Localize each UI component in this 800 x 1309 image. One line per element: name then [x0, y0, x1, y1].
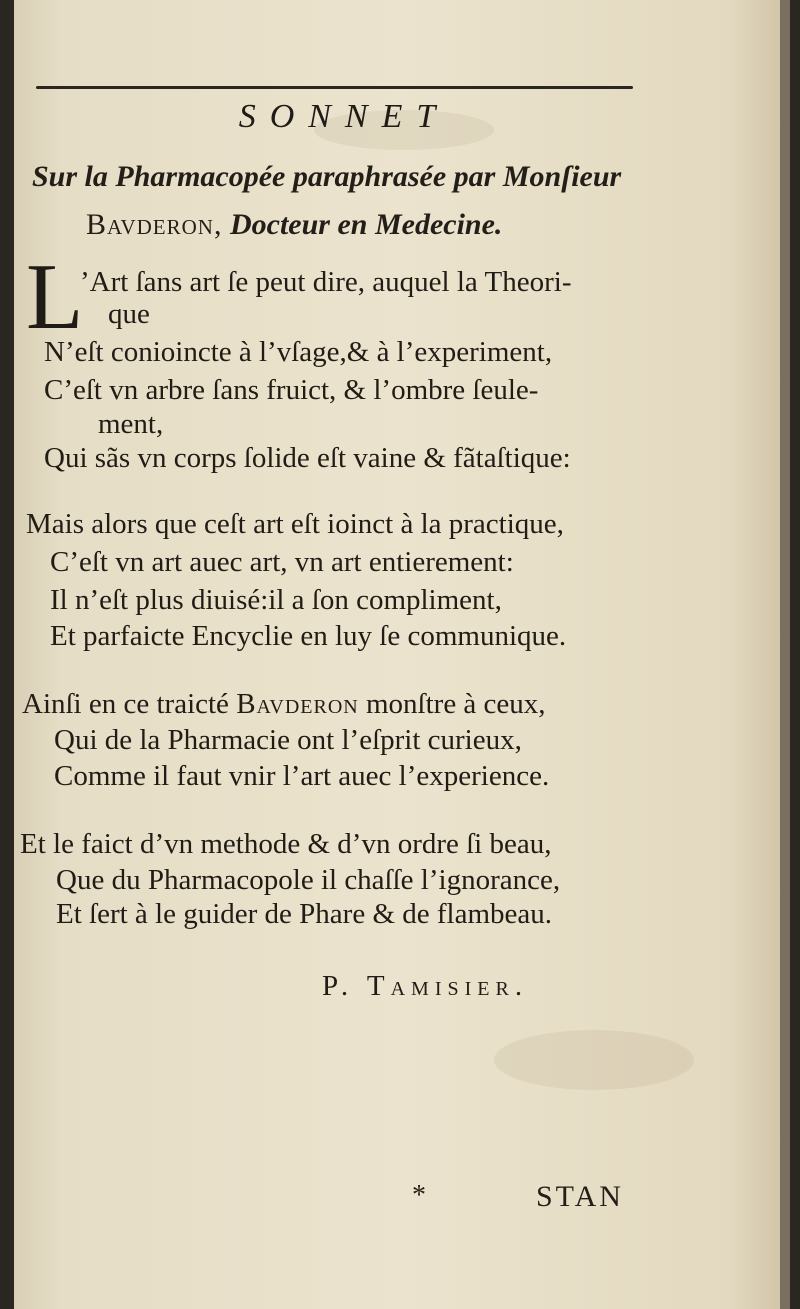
verse-line: ment,	[98, 408, 164, 440]
verse-line: ’Art ſans art ſe peut dire, auquel la Theori-	[80, 266, 572, 298]
verse-line	[22, 688, 546, 721]
verse-line: Qui de la Pharmacie ont l’eſprit curieux,	[54, 724, 522, 756]
sonnet-subtitle: Sur la Pharmacopée paraphrasée par Monſieur	[32, 160, 622, 193]
verse-line: Qui sãs vn corps ſolide eſt vaine & fãtaſtique:	[44, 442, 571, 474]
verse-line: Et ſert à le guider de Phare & de flambeau.	[56, 898, 553, 930]
ink-bleed	[494, 1030, 694, 1090]
verse-line: Comme il faut vnir l’art auec l’experience.	[54, 760, 550, 792]
verse-line: Et le faict d’vn methode & d’vn ordre ſi beau,	[20, 828, 552, 860]
author-role: Docteur en Medecine.	[229, 208, 503, 241]
book-page	[14, 0, 790, 1309]
drop-capital: L	[26, 245, 84, 349]
page-edge	[780, 0, 790, 1309]
verse-line: N’eſt conioincte à l’vſage,& à l’experiment,	[44, 336, 553, 368]
verse-line: que	[108, 298, 150, 330]
verse-line: Que du Pharmacopole il chaſſe l’ignorance,	[56, 864, 561, 896]
sonnet-dedication	[86, 208, 502, 242]
author-name: Bavderon,	[86, 208, 223, 241]
verse-fragment: Ainſi en ce traicté	[22, 688, 229, 720]
signature: P. Tamisier.	[322, 970, 529, 1002]
verse-fragment: monſtre à ceux,	[365, 688, 546, 720]
verse-line: C’eſt vn arbre ſans fruict, & l’ombre ſeule-	[44, 374, 539, 406]
verse-line: Mais alors que ceſt art eſt ioinct à la practique,	[26, 508, 564, 540]
verse-line: Il n’eſt plus diuisé:il a ſon compliment,	[50, 584, 502, 616]
catchword: STAN	[536, 1180, 624, 1213]
verse-line: C’eſt vn art auec art, vn art entierement:	[50, 546, 514, 578]
header-rule	[36, 86, 633, 89]
verse-line: Et parfaicte Encyclie en luy ſe communique.	[50, 620, 567, 652]
author-name-inline: Bavderon	[236, 688, 359, 720]
sonnet-title: SONNET	[238, 98, 450, 135]
signature-mark: *	[412, 1180, 426, 1211]
